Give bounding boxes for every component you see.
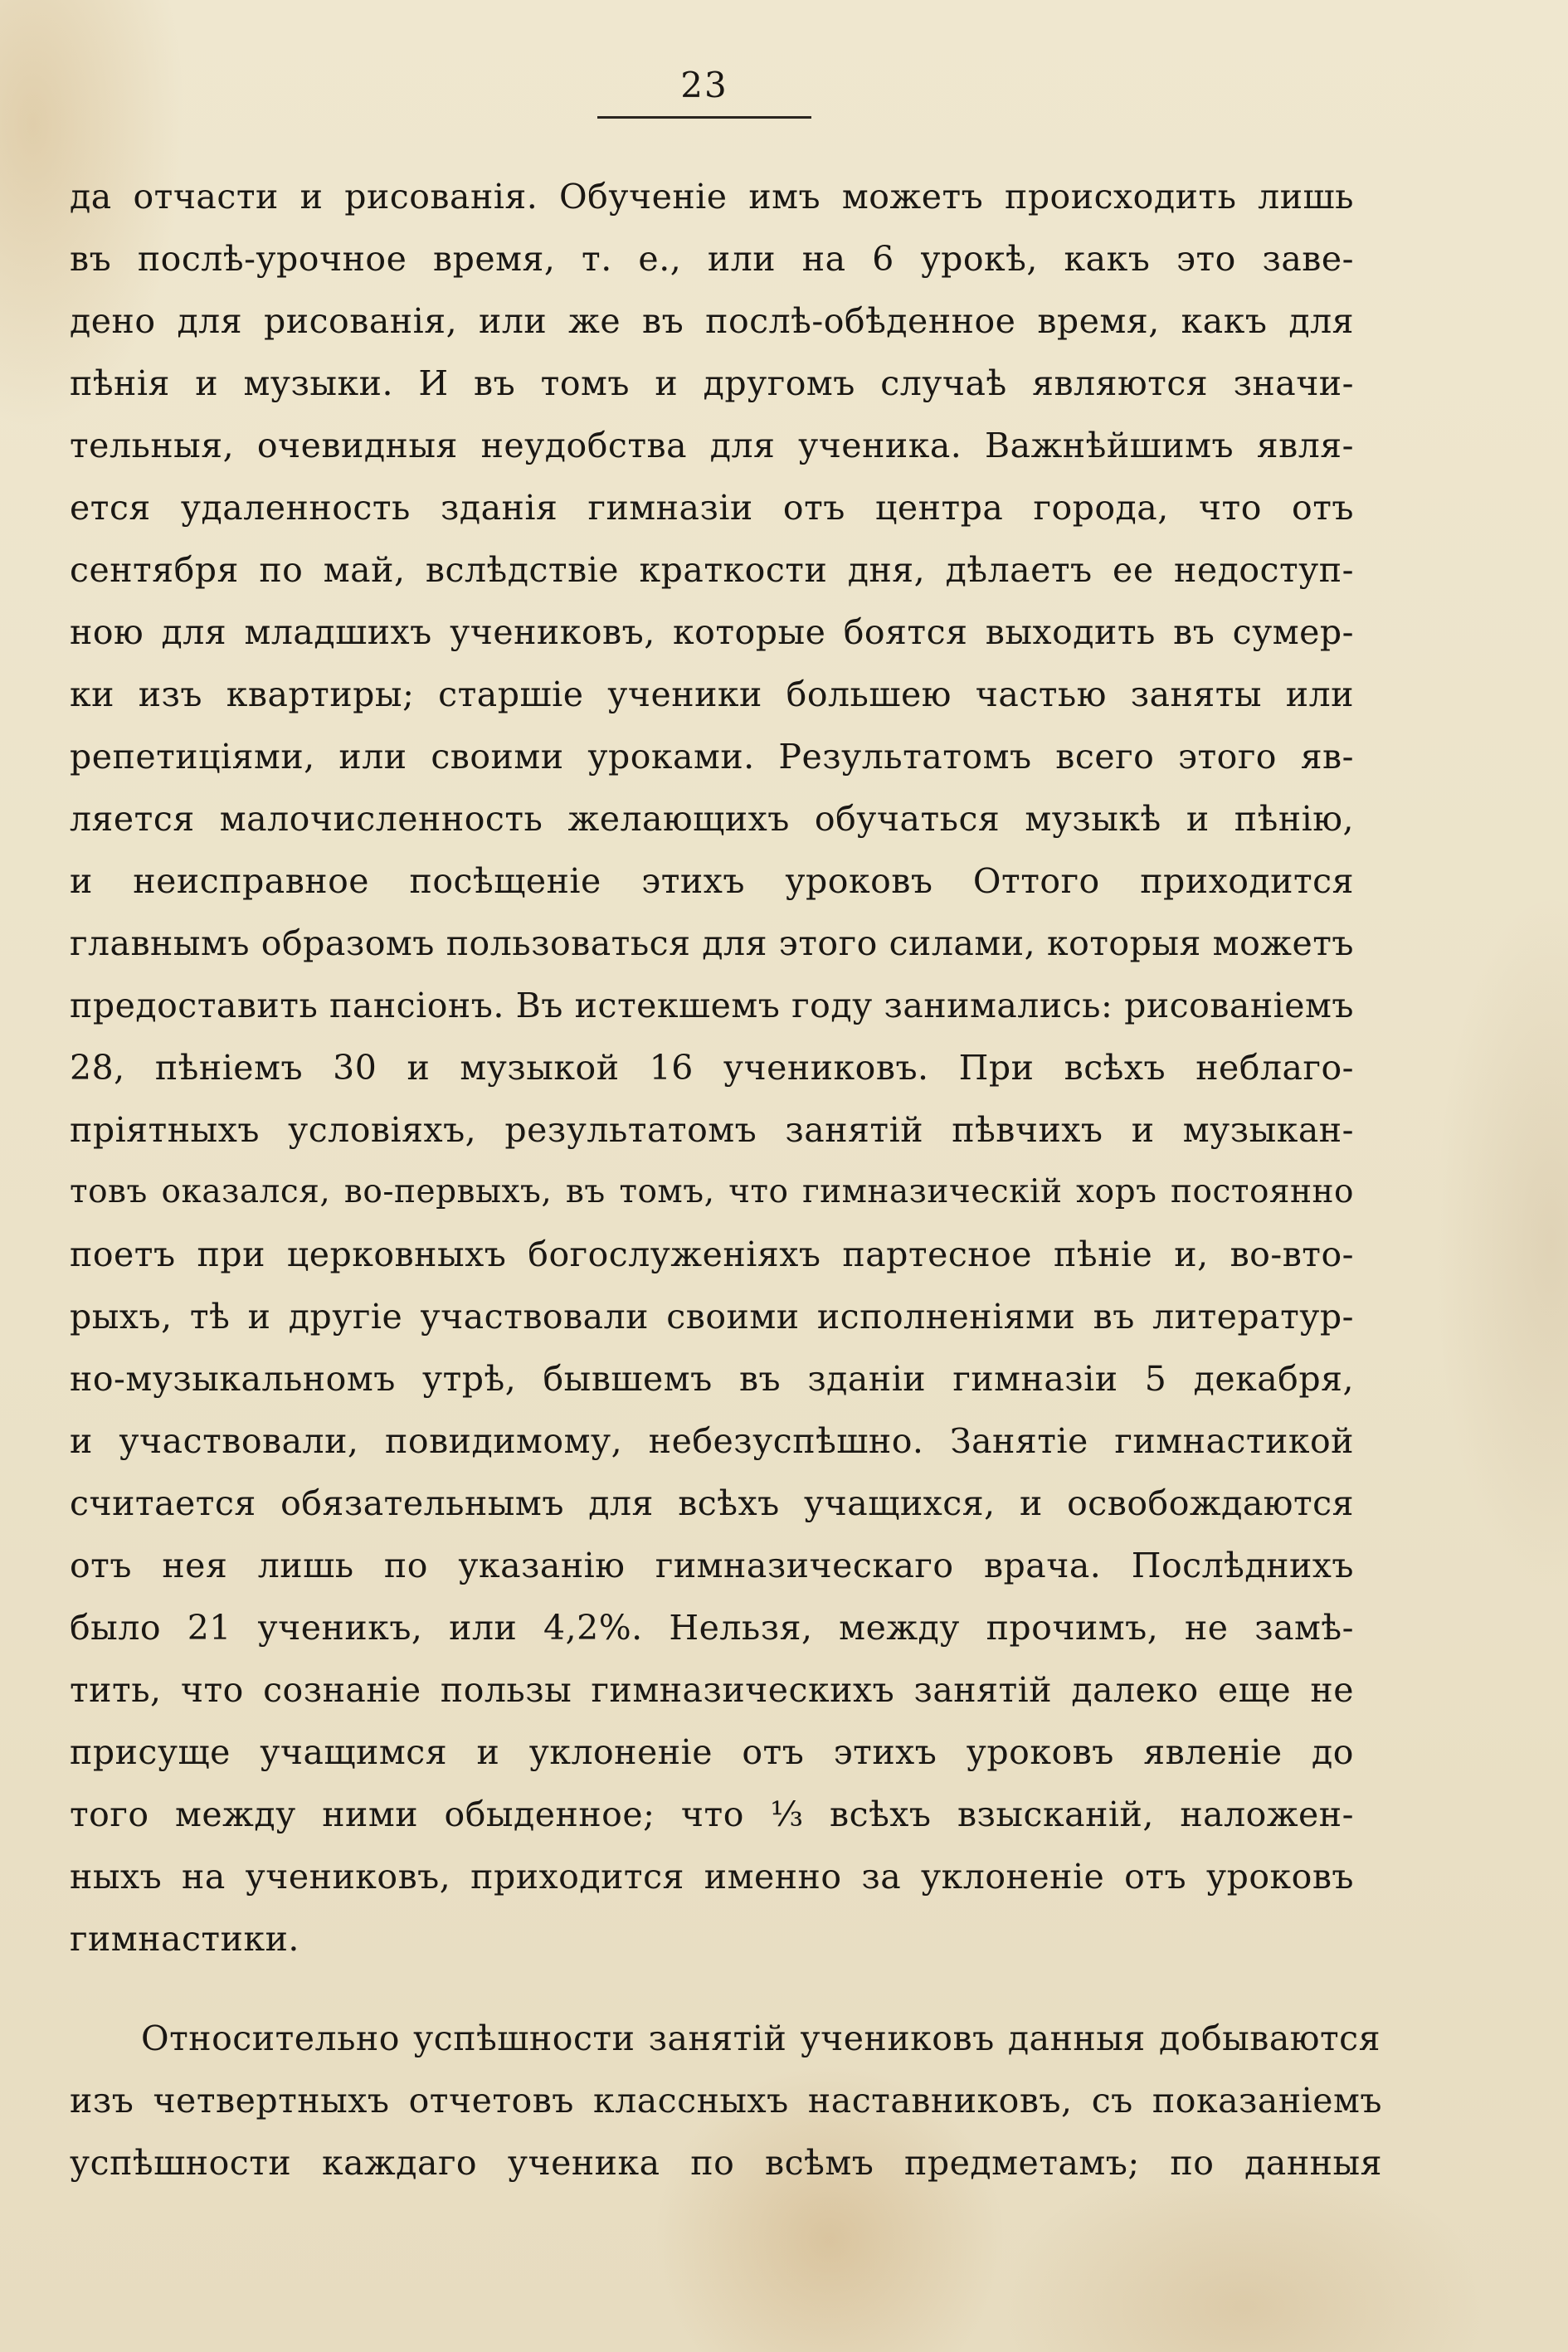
text-line: изъ четвертныхъ отчетовъ классныхъ наставниковъ, съ показаніемъ	[70, 2081, 1382, 2121]
text-line: въ послѣ-урочное время, т. е., или на 6 урокѣ, какъ это заве-	[70, 239, 1354, 279]
text-line: того между ними обыденное; что ⅓ всѣхъ взысканій, наложен-	[70, 1794, 1354, 1834]
text-line: успѣшности каждаго ученика по всѣмъ предметамъ; по данныя	[70, 2143, 1382, 2183]
text-line: ною для младшихъ учениковъ, которые боятся выходить въ сумер-	[70, 612, 1354, 652]
text-line: тить, что сознаніе пользы гимназическихъ занятій далеко еще не	[70, 1670, 1354, 1710]
text-line: и участвовали, повидимому, небезуспѣшно. Занятіе гимнастикой	[70, 1421, 1354, 1461]
text-line: пѣнія и музыки. И въ томъ и другомъ случаѣ являются значи-	[70, 363, 1354, 403]
text-line: пріятныхъ условіяхъ, результатомъ занятій пѣвчихъ и музыкан-	[70, 1110, 1354, 1150]
text-line: ныхъ на учениковъ, приходится именно за уклоненіе отъ уроковъ	[70, 1857, 1354, 1897]
text-line: ляется малочисленность желающихъ обучаться музыкѣ и пѣнію,	[70, 799, 1354, 839]
text-line: ется удаленность зданія гимназіи отъ центра города, что отъ	[70, 488, 1354, 528]
text-line: Относительно успѣшности занятій учениковъ данныя добываются	[141, 2018, 1381, 2058]
text-line: отъ нея лишь по указанію гимназическаго врача. Послѣднихъ	[70, 1546, 1354, 1585]
text-line: поетъ при церковныхъ богослуженіяхъ партесное пѣніе и, во-вто-	[70, 1234, 1354, 1274]
text-line: ки изъ квартиры; старшіе ученики большею частью заняты или	[70, 674, 1354, 714]
text-line: дено для рисованія, или же въ послѣ-обѣденное время, какъ для	[70, 301, 1354, 341]
text-line: рыхъ, тѣ и другіе участвовали своими исполненіями въ литератур-	[70, 1297, 1354, 1337]
header-rule	[597, 116, 811, 119]
text-line: было 21 ученикъ, или 4,2%. Нельзя, между прочимъ, не замѣ-	[70, 1608, 1354, 1648]
text-line: тельныя, очевидныя неудобства для ученика. Важнѣйшимъ явля-	[70, 426, 1354, 465]
text-line: присуще учащимся и уклоненіе отъ этихъ уроковъ явленіе до	[70, 1732, 1354, 1772]
text-line: да отчасти и рисованія. Обученіе имъ можетъ происходить лишь	[70, 177, 1354, 217]
text-line: предоставить пансіонъ. Въ истекшемъ году занимались: рисованіемъ	[70, 986, 1354, 1025]
text-line: товъ оказался, во-первыхъ, въ томъ, что гимназическій хоръ постоянно	[70, 1173, 1354, 1210]
text-line: считается обязательнымъ для всѣхъ учащихся, и освобождаются	[70, 1483, 1354, 1523]
text-line: репетиціями, или своими уроками. Результатомъ всего этого яв-	[70, 737, 1354, 777]
text-line: и неисправное посѣщеніе этихъ уроковъ Оттого приходится	[70, 861, 1354, 901]
text-line: но-музыкальномъ утрѣ, бывшемъ въ зданіи гимназіи 5 декабря,	[70, 1359, 1354, 1399]
text-line: главнымъ образомъ пользоваться для этого силами, которыя можетъ	[70, 923, 1354, 963]
page-number: 23	[680, 65, 728, 105]
text-line: 28, пѣніемъ 30 и музыкой 16 учениковъ. При всѣхъ неблаго-	[70, 1048, 1354, 1088]
text-line: гимнастики.	[70, 1919, 299, 1959]
text-line: сентября по май, вслѣдствіе краткости дня, дѣлаетъ ее недоступ-	[70, 550, 1354, 590]
